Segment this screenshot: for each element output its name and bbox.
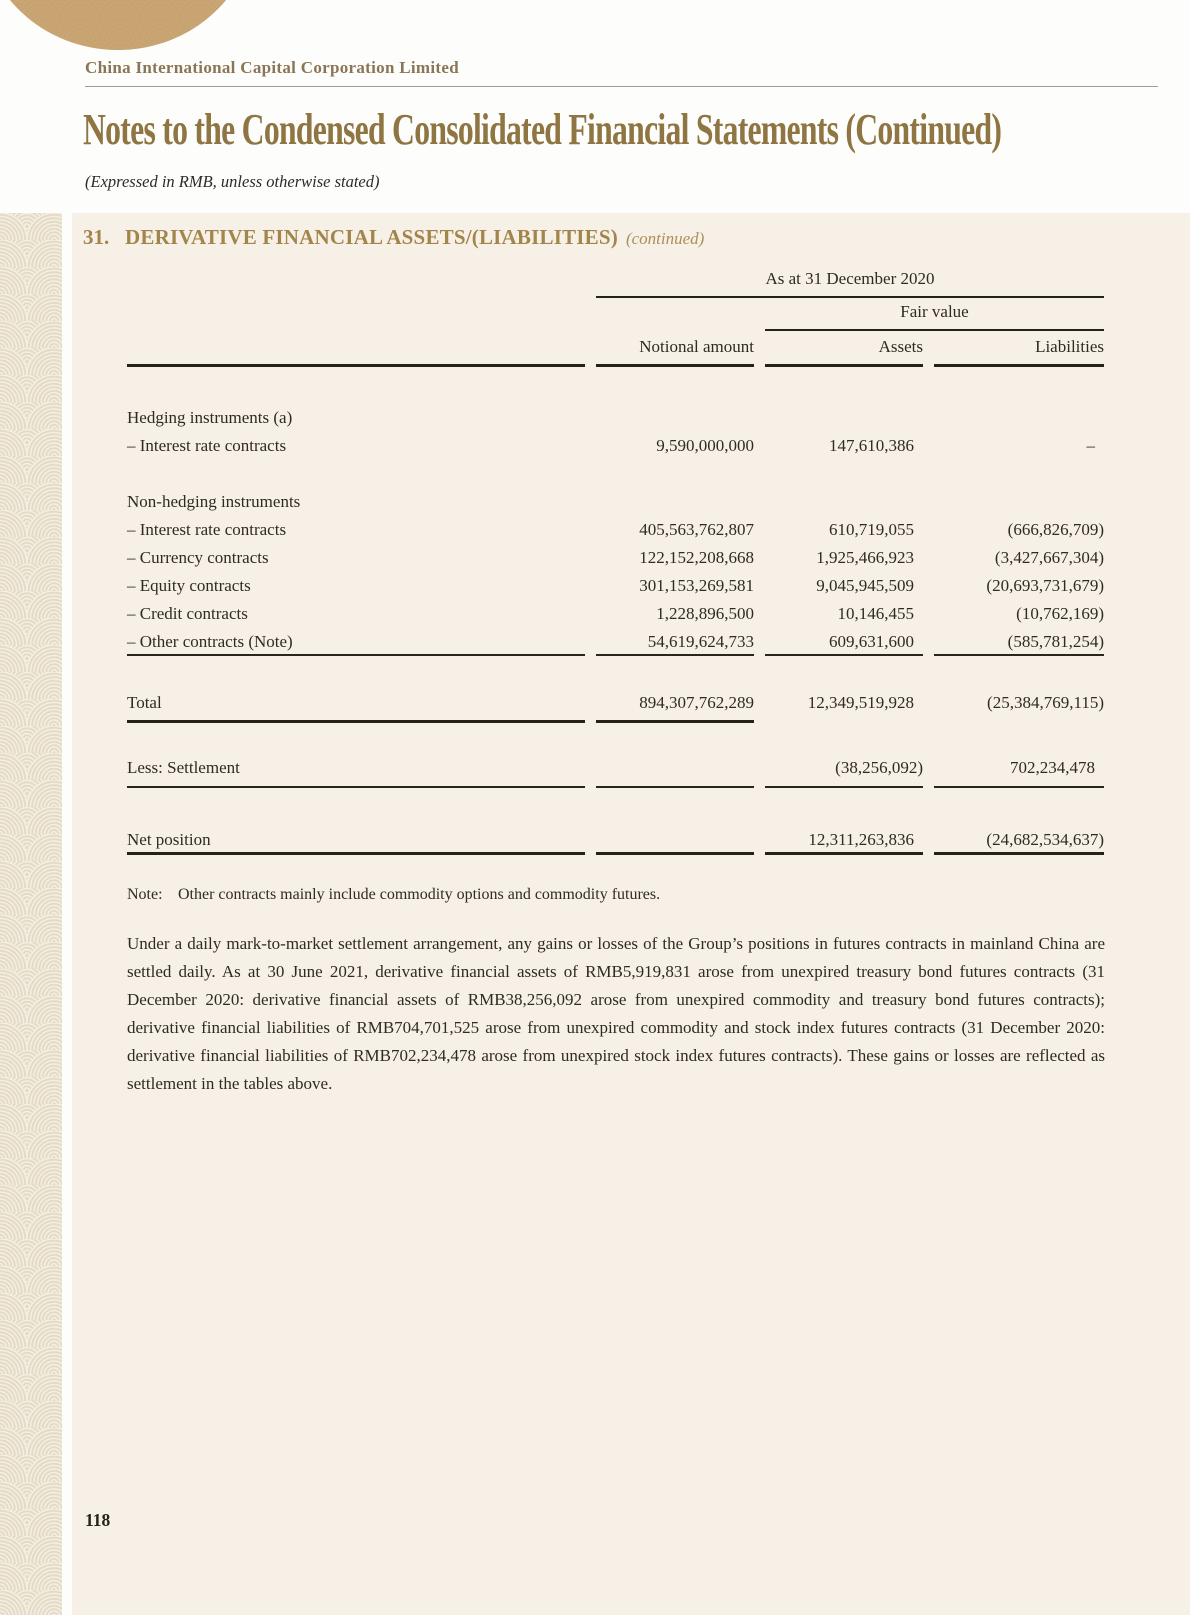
table-row: – Interest rate contracts 9,590,000,000 147,610,386 – [127,436,1095,455]
fair-value-underline [765,329,1104,331]
table-row: – Other contracts (Note) 54,619,624,733 609,631,600 (585,781,254) [127,632,1104,651]
row-label: Total [127,693,162,712]
table-row-net-position: Net position 12,311,263,836 (24,682,534,637) [127,830,1104,849]
total-rule [127,720,1104,723]
company-name: China International Capital Corporation Limited [85,58,459,77]
table-row: – Interest rate contracts 405,563,762,807 610,719,055 (666,826,709) [127,520,1104,539]
column-header-notional: Notional amount [639,337,754,356]
currency-basis-note: (Expressed in RMB, unless otherwise stated) [85,172,380,191]
table-row-settlement: Less: Settlement (38,256,092) 702,234,478 [127,758,1095,777]
page-number: 118 [85,1510,111,1530]
row-label: – Currency contracts [127,548,269,567]
table-row: – Currency contracts 122,152,208,668 1,925,466,923 (3,427,667,304) [127,548,1104,567]
row-label: – Other contracts (Note) [127,632,293,651]
period-header: As at 31 December 2020 [765,269,935,288]
fair-value-header: Fair value [900,302,969,321]
section-number: 31. [83,225,110,249]
note-text: Other contracts mainly include commodity options and commodity futures. [178,886,661,903]
column-header-assets: Assets [878,337,923,356]
section-continued-label: (continued) [625,229,705,248]
table-header-rule [127,364,1104,367]
row-label: Hedging instruments (a) [127,408,293,427]
header-divider [85,86,1158,87]
table-row [127,491,1104,513]
section-title: DERIVATIVE FINANCIAL ASSETS/(LIABILITIES) [125,225,618,249]
period-header-underline [596,296,1104,298]
settlement-rule [127,786,1104,788]
row-label: – Equity contracts [127,576,251,595]
note-label: Note: [127,886,163,903]
column-header-liabilities: Liabilities [1035,337,1104,356]
row-label: – Credit contracts [127,604,248,623]
table-row: – Credit contracts 1,228,896,500 10,146,455 (10,762,169) [127,604,1104,623]
row-label: – Interest rate contracts [127,436,287,455]
column-header-row [127,336,1104,358]
row-label: Net position [127,830,211,849]
net-position-rule [127,852,1104,855]
table-subtotal-rule [127,654,1104,656]
row-label: – Interest rate contracts [127,520,287,539]
table-note [127,884,660,906]
document-title: Notes to the Condensed Consolidated Financial Statements (Continued) [83,105,1002,154]
row-label: Non-hedging instruments [127,492,301,511]
logo-ellipse [0,0,250,55]
wave-pattern-sidebar [0,213,62,1615]
body-paragraph: Under a daily mark-to-market settlement arrangement, any gains or losses of the Group’s positions in futures contracts in mainland China are settled daily. As at 30 June 2021, derivative financial assets of RMB5,919,831 arose from unexpired treasury bond futures contracts (31 December 2020: derivative financial assets of RMB38,256,092 arose from unexpired commodity and treasury bond futures contracts); derivative financial liabilities of RMB704,701,525 arose from unexpired commodity and stock index futures contracts (31 December 2020: derivative financial liabilities of RMB702,234,478 arose from unexpired stock index futures contracts). These gains or losses are reflected as settlement in the tables above. [127,934,1105,1093]
wave-pattern-icon [0,213,62,1615]
table-row [127,407,1104,429]
section-heading [83,225,704,250]
table-row-total: Total 894,307,762,289 12,349,519,928 (25,384,769,115) [127,693,1104,712]
table-row: – Equity contracts 301,153,269,581 9,045,945,509 (20,693,731,679) [127,576,1104,595]
row-label: Less: Settlement [127,758,240,777]
